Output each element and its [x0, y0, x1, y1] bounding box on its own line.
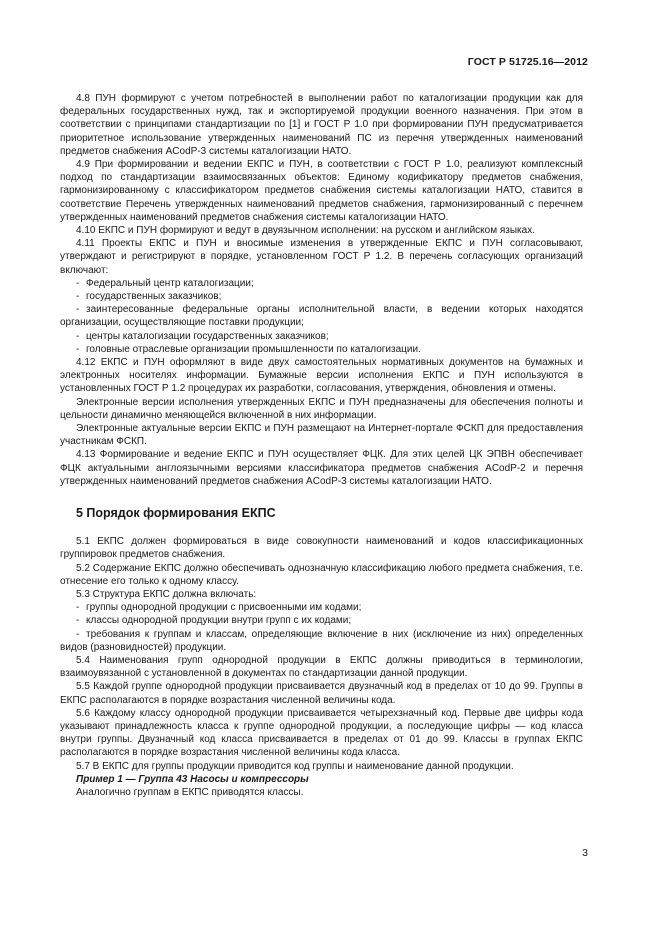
list-item-text: государственных заказчиков;	[86, 291, 222, 303]
list-dash: -	[76, 304, 80, 316]
list-dash: -	[76, 615, 80, 627]
list-item	[60, 303, 583, 329]
list-item	[60, 290, 583, 303]
paragraph-5-5: 5.5 Каждой группе однородной продукции присваивается двузначный код в пределах от 10 до 99. Группы в ЕКПС располагаются в порядке возрастания численной величины кода.	[60, 681, 583, 706]
list-item-text: классы однородной продукции внутри групп с их кодами;	[86, 615, 352, 627]
example-1: Пример 1 — Группа 43 Насосы и компрессоры	[76, 773, 309, 785]
list-item	[60, 628, 583, 654]
section-5-heading: 5 Порядок формирования ЕКПС	[76, 506, 276, 521]
list-dash: -	[76, 602, 80, 614]
paragraph-5-4: 5.4 Наименования групп однородной продукции в ЕКПС должны приводиться в терминологии, взаимоувязанной с установленной в документах по стандартизации данной продукции.	[60, 654, 583, 680]
list-item	[60, 277, 583, 290]
paragraph-electronic-versions: Электронные версии исполнения утвержденных ЕКПС и ПУН предназначены для обеспечения полноты и цельности динамично меняющейся включенной в них информации.	[60, 396, 583, 421]
paragraph-5-3: 5.3 Структура ЕКПС должна включать:	[76, 588, 257, 600]
paragraph-4-12: 4.12 ЕКПС и ПУН оформляют в виде двух самостоятельных нормативных документов на бумажных и электронных носителях информации. Бумажные версии исполнения ЕКПС и ПУН используются в установленных ГОСТ Р 1.2 процедурах их разработки, согласования, утверждения, обновления и отмены.	[60, 357, 583, 395]
list-item-text: заинтересованные федеральные органы исполнительной власти, в ведении которых находятся организации, осуществляющие поставки продукции;	[60, 304, 583, 329]
list-item	[60, 330, 583, 343]
list-item-text: требования к группам и классам, определяющие включение в них (исключение из них) определенных видов (разновидностей) продукции.	[60, 628, 583, 653]
paragraph-4-11: 4.11 Проекты ЕКПС и ПУН и вносимые изменения в утвержденные ЕКПС и ПУН согласовывают, утверждают и регистрируют в порядке, установленном ГОСТ Р 1.2. В перечень согласующих организаций включают:	[60, 238, 583, 276]
list-dash: -	[76, 277, 80, 289]
paragraph-5-7: 5.7 В ЕКПС для группы продукции приводится код группы и наименование данной продукции.	[76, 760, 514, 772]
paragraph-internet-portal: Электронные актуальные версии ЕКПС и ПУН размещают на Интернет-портале ФСКП для предоставления участникам ФСКП.	[60, 423, 583, 448]
paragraph-5-1: 5.1 ЕКПС должен формироваться в виде совокупности наименований и кодов классификационных группировок предметов снабжения.	[60, 536, 583, 561]
paragraph-classes-note: Аналогично группам в ЕКПС приводятся классы.	[76, 786, 304, 798]
document-body	[60, 92, 583, 799]
list-dash: -	[76, 343, 80, 355]
paragraph-5-2: 5.2 Содержание ЕКПС должно обеспечивать однозначную классификацию любого предмета снабжения, т.е. отнесение его только к одному классу.	[60, 562, 583, 587]
list-dash: -	[76, 628, 80, 640]
paragraph-4-13: 4.13 Формирование и ведение ЕКПС и ПУН осуществляет ФЦК. Для этих целей ЦК ЭПВН обеспечивает ФЦК актуальными англоязычными версиями классификатора предметов снабжения ACodP-2 и перечня утвержденных наименований предметов снабжения ACodP-3 системы каталогизации НАТО.	[60, 449, 583, 487]
page-number: 3	[582, 847, 588, 859]
list-item-text: группы однородной продукции с присвоенными им кодами;	[86, 602, 362, 614]
paragraph-4-9: 4.9 При формировании и ведении ЕКПС и ПУН, в соответствии с ГОСТ Р 1.0, реализуют комплексный подход по стандартизации взаимосвязанных объектов: Единому кодификатору предметов снабжения, гармонизированному с классификатором предметов снабжения системы каталогизации НАТО, ставится в соответствие Перечень утвержденных наименований предметов снабжения, гармонизированный с перечнем утвержденных наименований предметов снабжения системы каталогизации НАТО.	[60, 159, 583, 223]
paragraph-4-10: 4.10 ЕКПС и ПУН формируют и ведут в двуязычном исполнении: на русском и английском языках.	[76, 225, 535, 237]
standard-designation: ГОСТ Р 51725.16—2012	[467, 56, 588, 68]
list-dash: -	[76, 291, 80, 303]
list-item	[60, 343, 583, 356]
list-dash: -	[76, 330, 80, 342]
list-item	[60, 601, 583, 614]
paragraph-5-6: 5.6 Каждому классу однородной продукции присваивается четырехзначный код. Первые две цифры кода указывают принадлежность класса к группе однородной продукции, а последующие цифры — код класса внутри группы. Двузначный код класса присваивается в пределах от 01 до 99. Классы в группах ЕКПС располагаются в порядке возрастания численной величины кода класса.	[60, 707, 583, 759]
list-item-text: головные отраслевые организации промышленности по каталогизации.	[86, 343, 421, 355]
list-item-text: центры каталогизации государственных заказчиков;	[86, 330, 329, 342]
paragraph-4-8: 4.8 ПУН формируют с учетом потребностей в выполнении работ по каталогизации продукции как для федеральных государственных нужд, так и экспортируемой продукции военного назначения. При этом в соответствии с принципами стандартизации по [1] и ГОСТ Р 1.0 при формировании ПУН предусматривается приоритетное использование утвержденных наименований ПС из перечня утвержденных наименований предметов снабжения ACodP-3 системы каталогизации НАТО.	[60, 93, 583, 157]
list-item	[60, 614, 583, 627]
list-item-text: Федеральный центр каталогизации;	[86, 277, 254, 289]
